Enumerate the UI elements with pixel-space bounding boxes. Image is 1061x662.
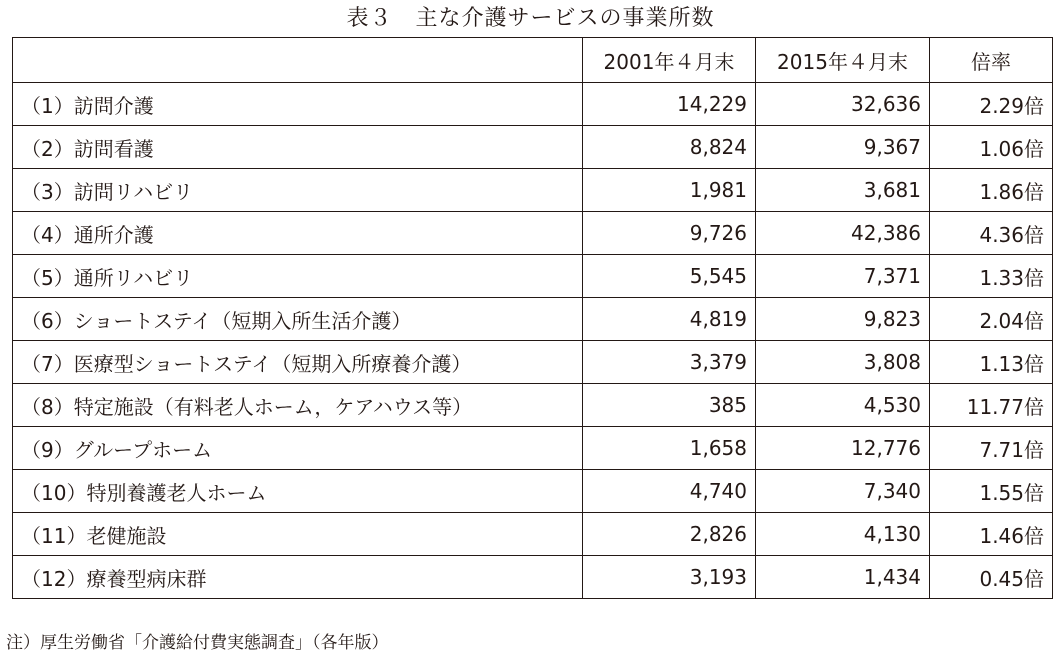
value-2001: 1,981 — [583, 169, 756, 212]
value-2015: 4,530 — [756, 384, 930, 427]
table-row — [13, 513, 1053, 556]
table-row — [13, 298, 1053, 341]
facility-count-table — [12, 37, 1053, 599]
table-row — [13, 83, 1053, 126]
table-row — [13, 212, 1053, 255]
table-row — [13, 126, 1053, 169]
ratio-value: 1.46倍 — [930, 513, 1053, 556]
value-2001: 4,819 — [583, 298, 756, 341]
table-row — [13, 384, 1053, 427]
ratio-value: 1.13倍 — [930, 341, 1053, 384]
row-label: （10）特別養護老人ホーム — [13, 470, 583, 513]
ratio-value: 4.36倍 — [930, 212, 1053, 255]
value-2015: 9,367 — [756, 126, 930, 169]
value-2015: 9,823 — [756, 298, 930, 341]
value-2015: 1,434 — [756, 556, 930, 599]
header-row — [13, 38, 1053, 83]
table-row — [13, 169, 1053, 212]
row-label: （4）通所介護 — [13, 212, 583, 255]
ratio-value: 1.06倍 — [930, 126, 1053, 169]
ratio-value: 1.55倍 — [930, 470, 1053, 513]
value-2015: 32,636 — [756, 83, 930, 126]
ratio-value: 2.04倍 — [930, 298, 1053, 341]
ratio-value: 1.33倍 — [930, 255, 1053, 298]
table-row — [13, 341, 1053, 384]
row-label: （11）老健施設 — [13, 513, 583, 556]
ratio-value: 11.77倍 — [930, 384, 1053, 427]
table-row — [13, 427, 1053, 470]
row-label: （12）療養型病床群 — [13, 556, 583, 599]
value-2001: 9,726 — [583, 212, 756, 255]
table-title: 表３ 主な介護サービスの事業所数 — [346, 6, 715, 31]
value-2001: 2,826 — [583, 513, 756, 556]
row-label: （6）ショートステイ（短期入所生活介護） — [13, 298, 583, 341]
value-2001: 385 — [583, 384, 756, 427]
header-2001: 2001年４月末 — [583, 38, 756, 83]
ratio-value: 0.45倍 — [930, 556, 1053, 599]
row-label: （8）特定施設（有料老人ホーム，ケアハウス等） — [13, 384, 583, 427]
value-2001: 8,824 — [583, 126, 756, 169]
value-2001: 5,545 — [583, 255, 756, 298]
value-2015: 7,371 — [756, 255, 930, 298]
table-body — [13, 83, 1053, 599]
header-empty-cell — [13, 38, 583, 83]
value-2015: 42,386 — [756, 212, 930, 255]
source-note: 注）厚生労働省「介護給付費実態調査」（各年版） — [6, 633, 389, 653]
value-2015: 3,681 — [756, 169, 930, 212]
row-label: （7）医療型ショートステイ（短期入所療養介護） — [13, 341, 583, 384]
row-label: （2）訪問看護 — [13, 126, 583, 169]
row-label: （3）訪問リハビリ — [13, 169, 583, 212]
value-2015: 12,776 — [756, 427, 930, 470]
value-2015: 4,130 — [756, 513, 930, 556]
value-2001: 4,740 — [583, 470, 756, 513]
ratio-value: 7.71倍 — [930, 427, 1053, 470]
value-2001: 14,229 — [583, 83, 756, 126]
value-2001: 3,379 — [583, 341, 756, 384]
table-header — [13, 38, 1053, 83]
ratio-value: 2.29倍 — [930, 83, 1053, 126]
header-2015: 2015年４月末 — [756, 38, 930, 83]
table-row — [13, 556, 1053, 599]
ratio-value: 1.86倍 — [930, 169, 1053, 212]
value-2015: 3,808 — [756, 341, 930, 384]
value-2015: 7,340 — [756, 470, 930, 513]
table-row — [13, 255, 1053, 298]
row-label: （1）訪問介護 — [13, 83, 583, 126]
table-row — [13, 470, 1053, 513]
value-2001: 1,658 — [583, 427, 756, 470]
value-2001: 3,193 — [583, 556, 756, 599]
header-ratio: 倍率 — [930, 38, 1053, 83]
row-label: （9）グループホーム — [13, 427, 583, 470]
row-label: （5）通所リハビリ — [13, 255, 583, 298]
